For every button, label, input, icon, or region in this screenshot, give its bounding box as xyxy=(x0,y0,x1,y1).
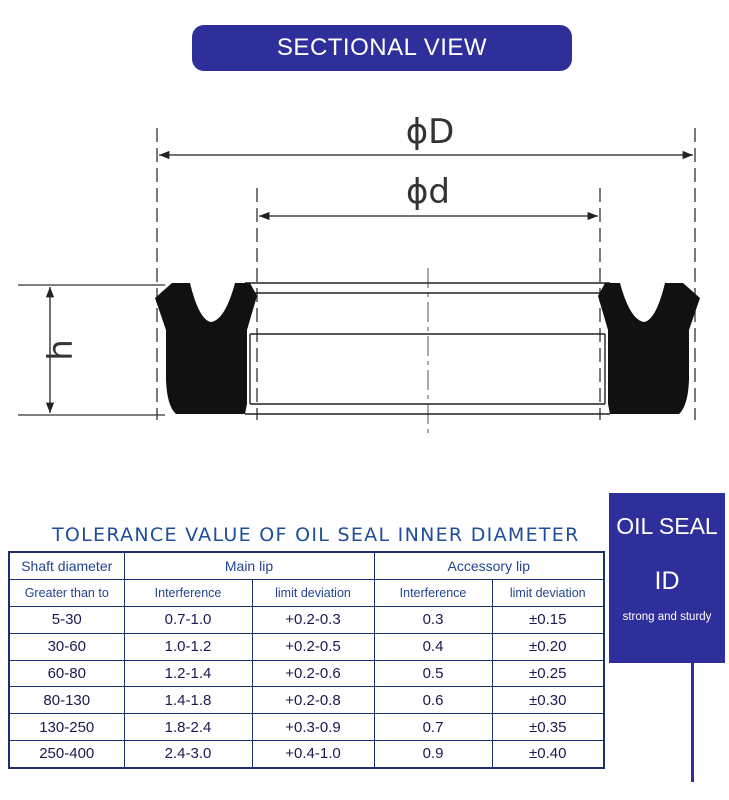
header-shaft-diameter: Shaft diameter xyxy=(9,552,124,580)
cell-main-deviation: +0.4-1.0 xyxy=(252,740,374,768)
cell-acc-interference: 0.5 xyxy=(374,660,492,687)
cell-acc-deviation: ±0.30 xyxy=(492,687,604,714)
seal-cross-section-left xyxy=(155,283,257,414)
label-outer-diameter: ϕD xyxy=(405,112,455,152)
cell-main-deviation: +0.2-0.5 xyxy=(252,633,374,660)
cell-main-interference: 1.8-2.4 xyxy=(124,714,252,741)
cell-main-deviation: +0.2-0.6 xyxy=(252,660,374,687)
cell-acc-interference: 0.6 xyxy=(374,687,492,714)
header-acc-interference: Interference xyxy=(374,580,492,607)
badge-stem-line xyxy=(691,663,694,782)
cell-acc-interference: 0.3 xyxy=(374,607,492,634)
header-accessory-lip: Accessory lip xyxy=(374,552,604,580)
cell-acc-interference: 0.7 xyxy=(374,714,492,741)
sectional-view-diagram xyxy=(0,100,729,470)
cell-acc-deviation: ±0.15 xyxy=(492,607,604,634)
cell-main-interference: 1.4-1.8 xyxy=(124,687,252,714)
table-row xyxy=(9,607,604,634)
cell-main-interference: 2.4-3.0 xyxy=(124,740,252,768)
badge-tagline: strong and sturdy xyxy=(622,611,712,623)
cell-range: 5-30 xyxy=(9,607,124,634)
tolerance-table xyxy=(8,551,605,769)
cell-acc-deviation: ±0.20 xyxy=(492,633,604,660)
cell-range: 60-80 xyxy=(9,660,124,687)
section-banner xyxy=(192,25,572,71)
cell-acc-deviation: ±0.35 xyxy=(492,714,604,741)
table-header-row xyxy=(9,552,604,580)
header-greater-than: Greater than to xyxy=(9,580,124,607)
cell-main-interference: 1.2-1.4 xyxy=(124,660,252,687)
header-main-interference: Interference xyxy=(124,580,252,607)
cell-main-deviation: +0.3-0.9 xyxy=(252,714,374,741)
header-main-deviation: limit deviation xyxy=(252,580,374,607)
table-row xyxy=(9,714,604,741)
cell-main-deviation: +0.2-0.8 xyxy=(252,687,374,714)
table-row xyxy=(9,687,604,714)
cell-range: 80-130 xyxy=(9,687,124,714)
cell-main-interference: 0.7-1.0 xyxy=(124,607,252,634)
banner-title: SECTIONAL VIEW xyxy=(276,34,488,61)
badge-title: OIL SEAL xyxy=(616,513,718,539)
seal-cross-section-right xyxy=(598,283,700,414)
table-row xyxy=(9,660,604,687)
badge-id: ID xyxy=(654,567,680,595)
table-row xyxy=(9,740,604,768)
label-height: h xyxy=(41,339,81,361)
table-subheader-row xyxy=(9,580,604,607)
cell-acc-deviation: ±0.25 xyxy=(492,660,604,687)
cell-acc-interference: 0.9 xyxy=(374,740,492,768)
cell-acc-deviation: ±0.40 xyxy=(492,740,604,768)
cell-acc-interference: 0.4 xyxy=(374,633,492,660)
cell-main-interference: 1.0-1.2 xyxy=(124,633,252,660)
header-main-lip: Main lip xyxy=(124,552,374,580)
table-row xyxy=(9,633,604,660)
cell-range: 130-250 xyxy=(9,714,124,741)
label-inner-diameter: ϕd xyxy=(405,172,451,212)
oil-seal-id-badge xyxy=(609,493,725,663)
cell-range: 250-400 xyxy=(9,740,124,768)
cell-main-deviation: +0.2-0.3 xyxy=(252,607,374,634)
cell-range: 30-60 xyxy=(9,633,124,660)
header-acc-deviation: limit deviation xyxy=(492,580,604,607)
table-title: TOLERANCE VALUE OF OIL SEAL INNER DIAMETER xyxy=(52,524,580,546)
